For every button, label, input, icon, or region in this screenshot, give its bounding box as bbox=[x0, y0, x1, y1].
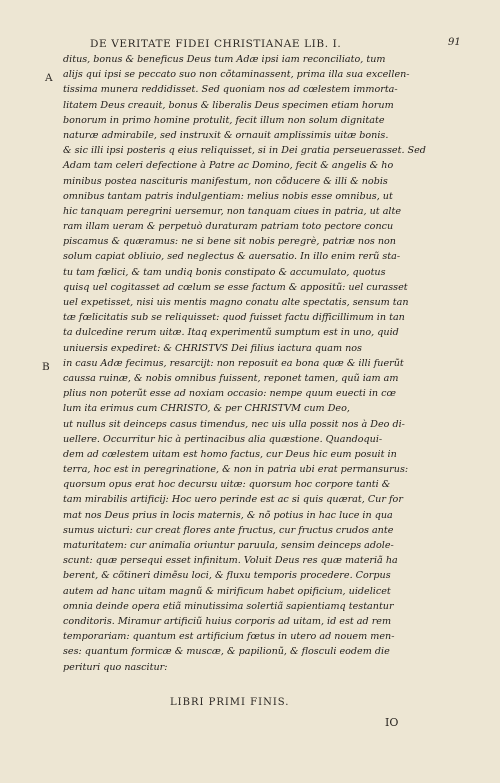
text-line: tu tam fœlici, & tam undiq bonis constipato & accumulato, quotus bbox=[63, 266, 386, 278]
signature-mark: IO bbox=[385, 716, 399, 729]
text-line: bonorum in primo homine protulit, fecit illum non solum dignitate bbox=[63, 114, 385, 126]
text-line: alijs qui ipsi se peccato suo non cõtaminassent, prima illa sua excellen- bbox=[63, 69, 410, 81]
margin-marker-a: A bbox=[45, 72, 53, 84]
running-header bbox=[0, 38, 500, 52]
text-line: plius non poterũt esse ad noxiam occasio: nempe quum euecti in cœ bbox=[63, 388, 396, 400]
text-line: quorsum opus erat hoc decursu uitæ: quorsum hoc corpore tanti & bbox=[63, 479, 391, 491]
body-text-block bbox=[63, 52, 426, 675]
text-line: autem ad hanc uitam magnũ & mirificum habet opificium, uidelicet bbox=[63, 585, 391, 597]
text-line: scunt: quæ persequi esset infinitum. Voluit Deus res quæ materiã ha bbox=[63, 555, 398, 567]
text-line: temporariam: quantum est artificium fœtus in utero ad nouem men- bbox=[63, 631, 395, 643]
text-line: Adam tam celeri defectione à Patre ac Domino, fecit & angelis & ho bbox=[63, 160, 394, 172]
text-line: maturitatem: cur animalia oriuntur paruula, sensim deinceps adole- bbox=[63, 540, 394, 551]
text-line: naturæ admirabile, sed instruxit & ornauit amplissimis uitæ bonis. bbox=[63, 129, 389, 141]
text-line: ditus, bonus & beneficus Deus tum Adæ ipsi iam reconciliato, tum bbox=[63, 54, 386, 65]
text-line: omnibus tantam patris indulgentiam: melius nobis esse omnibus, ut bbox=[63, 190, 393, 202]
text-line: tæ fœlicitatis sub se reliquisset: quod fuisset factu difficillimum in tan bbox=[63, 312, 405, 324]
text-line: hic tanquam peregrini uersemur, non tanquam ciues in patria, ut alte bbox=[63, 205, 402, 217]
text-line: ses: quantum formicæ & muscæ, & papilionũ, & flosculi eodem die bbox=[63, 646, 390, 658]
running-title: DE VERITATE FIDEI CHRISTIANAE LIB. I. bbox=[90, 38, 342, 50]
text-line: terra, hoc est in peregrinatione, & non in patria ubi erat permansurus: bbox=[63, 464, 409, 476]
text-line: mat nos Deus prius in locis maternis, & nõ potius in hac luce in qua bbox=[63, 509, 393, 521]
margin-marker-b: B bbox=[42, 361, 50, 373]
text-line: sumus uicturi: cur creat flores ante fructus, cur fructus crudos ante bbox=[63, 524, 394, 536]
text-line: uniuersis expediret: & CHRISTVS Dei filius iactura quam nos bbox=[63, 342, 362, 354]
text-line: ut nullus sit deinceps casus timendus, nec uis ulla possit nos à Deo di- bbox=[63, 418, 405, 430]
text-line: uel expetisset, nisi uis mentis magno conatu alte spectatis, sensum tan bbox=[63, 297, 409, 308]
text-line: lum ita erimus cum CHRISTO, & per CHRISTVM cum Deo, bbox=[63, 403, 350, 415]
text-line: in casu Adæ fecimus, resarcijt: non reposuit ea bona quæ & illi fuerũt bbox=[63, 357, 404, 369]
text-line: solum capiat obliuio, sed neglectus & auersatio. In illo enim rerũ sta- bbox=[63, 251, 401, 263]
text-line: tissima munera reddidisset. Sed quoniam nos ad cœlestem immorta- bbox=[63, 84, 398, 96]
text-line: ram illam ueram & perpetuò duraturam patriam toto pectore concu bbox=[63, 221, 394, 233]
text-line: tam mirabilis artificij: Hoc uero perinde est ac si quis quærat, Cur for bbox=[63, 494, 403, 506]
text-line: minibus postea nascituris manifestum, non cõducere & illi & nobis bbox=[63, 175, 388, 187]
text-line: quisq uel cogitasset ad cœlum se esse factum & appositũ: uel curasset bbox=[63, 281, 408, 293]
book-explicit: LIBRI PRIMI FINIS. bbox=[170, 697, 290, 708]
text-line: berent, & cõtineri dimẽsu loci, & fluxu temporis procedere. Corpus bbox=[63, 570, 391, 582]
text-line: piscamus & quæramus: ne si bene sit nobis peregrè, patriæ nos non bbox=[63, 236, 396, 248]
text-line: caussa ruinæ, & nobis omnibus fuissent, reponet tamen, quũ iam am bbox=[63, 372, 399, 384]
text-line: dem ad cœlestem uitam est homo factus, cur Deus hic eum posuit in bbox=[63, 448, 397, 460]
text-line: ta dulcedine rerum uitæ. Itaq experimentũ sumptum est in uno, quid bbox=[63, 327, 399, 339]
text-line: perituri quo nascitur: bbox=[63, 661, 168, 673]
text-line: & sic illi ipsi posteris q eius reliquisset, si in Dei gratia perseuerasset. Sed bbox=[63, 145, 426, 157]
text-line: uellere. Occurritur hic à pertinacibus alia quæstione. Quandoqui- bbox=[63, 433, 383, 445]
text-line: conditoris. Miramur artificiũ huius corporis ad uitam, id est ad rem bbox=[63, 615, 392, 627]
text-line: omnia deinde opera etiã minutissima solertiã sapientiamq testantur bbox=[63, 600, 394, 612]
text-line: litatem Deus creauit, bonus & liberalis Deus specimen etiam horum bbox=[63, 99, 394, 111]
folio-number: 91 bbox=[448, 37, 461, 48]
